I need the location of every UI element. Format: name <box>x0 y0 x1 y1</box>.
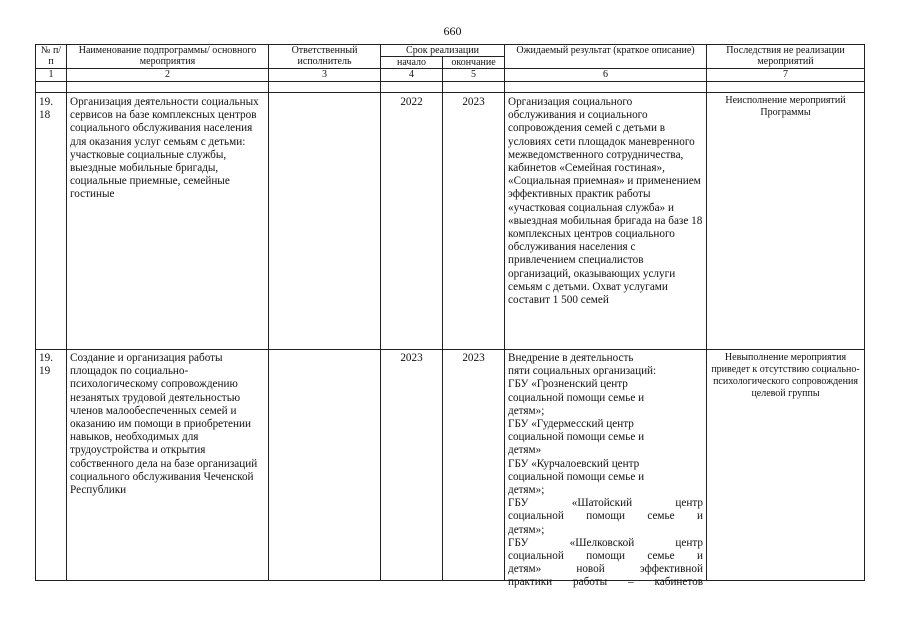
consequence: Неисполнение мероприятий Программы <box>707 93 865 350</box>
result-line: социальной помощи семье и <box>508 391 645 404</box>
result-line: практики работы – кабинетов <box>508 576 703 589</box>
spacer-row <box>36 82 865 93</box>
column-number: 4 <box>381 69 443 82</box>
column-number: 7 <box>707 69 865 82</box>
row-number-part: 19. <box>39 352 53 364</box>
result-line: ГБУ «Шатойский центр <box>508 497 703 510</box>
result-line: социальной помощи семье и <box>508 550 703 563</box>
header-num: № п/п <box>36 45 67 69</box>
start-year: 2022 <box>381 93 443 350</box>
column-number: 6 <box>505 69 707 82</box>
header-row <box>36 45 865 57</box>
result-line: социальной помощи семье и <box>508 470 645 483</box>
end-year: 2023 <box>443 93 505 350</box>
result-line: социальной помощи семье и <box>508 510 703 523</box>
header-consequence: Последствия не реализации мероприятий <box>707 45 865 69</box>
column-number: 3 <box>269 69 381 82</box>
header-result: Ожидаемый результат (краткое описание) <box>505 45 707 69</box>
table-row <box>36 93 865 350</box>
row-number-part: 19 <box>39 365 51 378</box>
result-line: пяти социальных организаций: <box>508 365 657 378</box>
executor <box>269 93 381 350</box>
result-line: ГБУ «Гудермесский центр <box>508 418 634 431</box>
header-period: Срок реализации <box>381 45 505 57</box>
result-line: детям»; <box>508 523 545 536</box>
end-year: 2023 <box>443 350 505 581</box>
result-line: Внедрение в деятельность <box>508 352 634 364</box>
table-row <box>36 350 865 581</box>
column-number: 2 <box>67 69 269 82</box>
expected-result <box>505 350 707 589</box>
header-name: Наименование подпрограммы/ основного мероприятия <box>67 45 269 69</box>
row-number <box>36 350 67 581</box>
result-line: детям» новой эффективной <box>508 563 703 576</box>
row-number <box>36 93 67 350</box>
activity-name: Организация деятельности социальных сервисов на базе комплексных центров социального обслуживания населения для оказания услуг семьям с детьми: участковые социальные службы, выездные мобильные бригады, социальные приемные, семейные гостиные <box>67 93 269 350</box>
activity-name: Создание и организация работы площадок по социально-психологическому сопровождению незанятых трудовой деятельностью членов малообеспеченных семей и оказанию им помощи в приобретении навыков, необходимых для трудоустройства и открытия собственного дела на базе организаций социального обслуживания Чеченской Республики <box>67 350 269 581</box>
consequence: Невыполнение мероприятия приведет к отсутствию социально-психологического сопровождения целевой группы <box>707 350 865 581</box>
result-line: ГБУ «Грозненский центр <box>508 378 628 391</box>
start-year: 2023 <box>381 350 443 581</box>
column-number: 5 <box>443 69 505 82</box>
column-number-row <box>36 69 865 82</box>
result-line: детям» <box>508 444 542 457</box>
expected-result-lines <box>508 352 703 589</box>
header-start: начало <box>381 57 443 69</box>
row-number-part: 19. <box>39 96 53 108</box>
column-number: 1 <box>36 69 67 82</box>
row-number-part: 18 <box>39 109 51 122</box>
result-line: социальной помощи семье и <box>508 431 645 444</box>
result-line: детям»; <box>508 484 545 497</box>
page-number: 660 <box>443 24 462 38</box>
result-line: детям»; <box>508 404 545 417</box>
program-table <box>35 44 865 589</box>
expected-result: Организация социального обслуживания и социального сопровождения семей с детьми в условиях сети площадок маневренного межведомственного сотрудничества, кабинетов «Семейная гостиная», «Социальная приемная» и применением эффективных практик работы «участковая социальная служба» и «выездная мобильная бригада на базе 18 комплексных центров социального обслуживания населения с привлечением специалистов организаций, оказывающих услуги семьям с детьми. Охват услугами составит 1 500 семей <box>505 93 707 350</box>
result-line: ГБУ «Шелковской центр <box>508 536 703 549</box>
header-end: окончание <box>443 57 505 69</box>
executor <box>269 350 381 581</box>
result-line: ГБУ «Курчалоевский центр <box>508 457 640 470</box>
header-executor: Ответственный исполнитель <box>269 45 381 69</box>
